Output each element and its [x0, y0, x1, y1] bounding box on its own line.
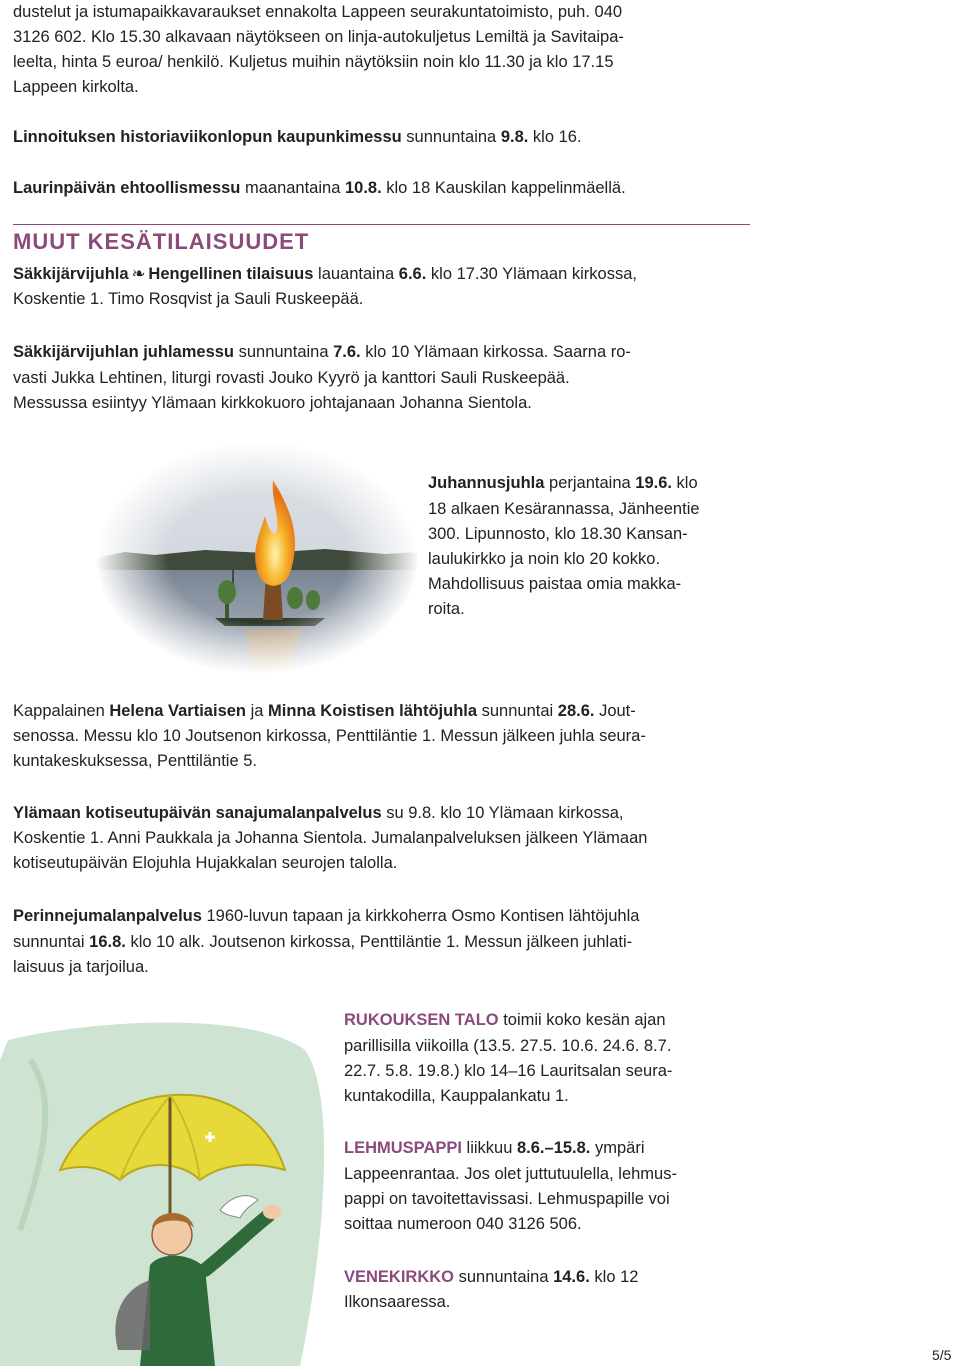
event-date: 6.6. — [398, 265, 427, 283]
event-day: sunnuntai — [477, 702, 558, 720]
event-time: klo 17.30 Ylämaan kirkossa, — [426, 265, 637, 283]
event-detail: Messussa esiintyy Ylämaan kirkkokuoro johtajanaan Johanna Sientola. — [13, 394, 532, 412]
event-time: klo — [671, 474, 698, 492]
event-detail: vasti Jukka Lehtinen, liturgi rovasti Jouko Kyyrö ja kanttori Sauli Ruskeepää. — [13, 369, 570, 387]
event-title: VENEKIRKKO — [344, 1268, 455, 1286]
umbrella-illustration — [0, 1020, 330, 1366]
event-date: 14.6. — [553, 1268, 590, 1286]
event-detail: Koskentie 1. Anni Paukkala ja Johanna Sientola. Jumalanpalveluksen jälkeen Ylämaan — [13, 829, 648, 847]
intro-line: 3126 602. Klo 15.30 alkavaan näytökseen on linja-autokuljetus Lemiltä ja Savitaipa- — [13, 28, 624, 46]
section-heading: MUUT KESÄTILAISUUDET — [13, 229, 310, 254]
event-kotiseutupaiva — [13, 801, 753, 826]
event-date: 10.8. — [344, 179, 382, 197]
event-date: 16.8. — [89, 933, 126, 951]
event-date: 19.6. — [635, 474, 672, 492]
event-day: perjantaina — [544, 474, 636, 492]
event-detail: laisuus ja tarjoilua. — [13, 958, 149, 976]
event-conjunction: ja — [246, 702, 269, 720]
event-date: 8.6.–15.8. — [517, 1139, 591, 1157]
event-time: klo 18 Kauskilan kappelinmäellä. — [381, 179, 626, 197]
event-place: ympäri — [590, 1139, 645, 1157]
event-detail: 300. Lipunnosto, klo 18.30 Kansan- — [428, 525, 688, 543]
event-detail: kuntakeskuksessa, Penttiläntie 5. — [13, 752, 257, 770]
event-day: sunnuntaina — [401, 128, 501, 146]
event-day: sunnuntaina — [454, 1268, 554, 1286]
event-day: maanantaina — [240, 179, 345, 197]
bonfire-lake-image — [95, 440, 420, 675]
event-title: Laurinpäivän ehtoollismessu — [13, 179, 241, 197]
event-detail: Mahdollisuus paistaa omia makka- — [428, 575, 682, 593]
event-sakkijarvijuhla — [13, 262, 753, 287]
event-title: Linnoituksen historiaviikonlopun kaupunkimessu — [13, 128, 402, 146]
event-perinnejumalanpalvelus — [13, 904, 753, 929]
event-detail — [13, 930, 753, 955]
event-person: Helena Vartiaisen — [109, 702, 247, 720]
event-day: lauantaina — [313, 265, 399, 283]
event-verb: liikkuu — [461, 1139, 517, 1157]
event-title: Säkkijärvijuhlan juhlamessu — [13, 343, 235, 361]
event-juhannusjuhla — [428, 471, 758, 496]
event-date: 28.6. — [557, 702, 595, 720]
event-detail: roita. — [428, 600, 465, 618]
event-detail: Ilkonsaaressa. — [344, 1293, 451, 1311]
event-venekirkko — [344, 1265, 764, 1290]
event-detail: laulukirkko ja noin klo 20 kokko. — [428, 550, 661, 568]
event-juhlamessu — [13, 340, 753, 365]
event-title: LEHMUSPAPPI — [344, 1139, 462, 1157]
event-role: Kappalainen — [13, 702, 110, 720]
event-title: RUKOUKSEN TALO — [344, 1011, 499, 1029]
event-detail: Lappeenrantaa. Jos olet juttutuulella, lehmus- — [344, 1165, 677, 1183]
event-time: klo 10 alk. Joutsenon kirkossa, Penttiläntie 1. Messun jälkeen juhlati- — [125, 933, 633, 951]
intro-line: dustelut ja istumapaikkavaraukset ennakolta Lappeen seurakuntatoimisto, puh. 040 — [13, 3, 623, 21]
event-title: Minna Koistisen lähtöjuhla — [268, 702, 478, 720]
event-kaupunkimessu — [13, 125, 753, 150]
section-divider — [13, 224, 750, 225]
event-title: Ylämaan kotiseutupäivän sanajumalanpalvelus — [13, 804, 382, 822]
intro-line: leelta, hinta 5 euroa/ henkilö. Kuljetus muihin näytöksiin noin klo 11.30 ja klo 17.15 — [13, 53, 614, 71]
event-rukouksen-talo — [344, 1008, 764, 1033]
event-detail: parillisilla viikoilla (13.5. 27.5. 10.6. 24.6. 8.7. — [344, 1037, 672, 1055]
event-place: Jout- — [594, 702, 636, 720]
event-detail: pappi on tavoitettavissasi. Lehmuspapille voi — [344, 1190, 670, 1208]
event-time: su 9.8. klo 10 Ylämaan kirkossa, — [381, 804, 624, 822]
event-day: sunnuntaina — [234, 343, 334, 361]
event-lehmuspappi — [344, 1136, 764, 1161]
event-detail: kuntakodilla, Kauppalankatu 1. — [344, 1087, 569, 1105]
page-number: 5/5 — [932, 1347, 952, 1363]
event-time: klo 10 Ylämaan kirkossa. Saarna ro- — [360, 343, 631, 361]
event-subtitle: Hengellinen tilaisuus — [148, 265, 314, 283]
event-detail: Koskentie 1. Timo Rosqvist ja Sauli Ruskeepää. — [13, 290, 364, 308]
event-ehtoollismessu — [13, 176, 753, 201]
event-lahtojuhla — [13, 699, 753, 724]
event-time: klo 16. — [528, 128, 582, 146]
event-detail: 22.7. 5.8. 19.8.) klo 14–16 Lauritsalan seura- — [344, 1062, 673, 1080]
event-detail: senossa. Messu klo 10 Joutsenon kirkossa, Penttiläntie 1. Messun jälkeen juhla seura- — [13, 727, 646, 745]
event-title: Perinnejumalanpalvelus — [13, 907, 202, 925]
intro-line: Lappeen kirkolta. — [13, 78, 139, 96]
event-title: Juhannusjuhla — [428, 474, 545, 492]
event-title: Säkkijärvijuhla — [13, 265, 129, 283]
event-detail: soittaa numeroon 040 3126 506. — [344, 1215, 582, 1233]
event-time: klo 12 — [589, 1268, 639, 1286]
leaf-separator-icon: ❧ — [131, 265, 146, 283]
event-date: 7.6. — [333, 343, 361, 361]
event-date: 9.8. — [500, 128, 529, 146]
event-description: toimii koko kesän ajan — [498, 1011, 666, 1029]
event-detail: 18 alkaen Kesärannassa, Jänheentie — [428, 500, 700, 518]
event-detail: kotiseutupäivän Elojuhla Hujakkalan seurojen talolla. — [13, 854, 398, 872]
event-description: 1960-luvun tapaan ja kirkkoherra Osmo Kontisen lähtöjuhla — [201, 907, 640, 925]
event-day: sunnuntai — [13, 933, 90, 951]
